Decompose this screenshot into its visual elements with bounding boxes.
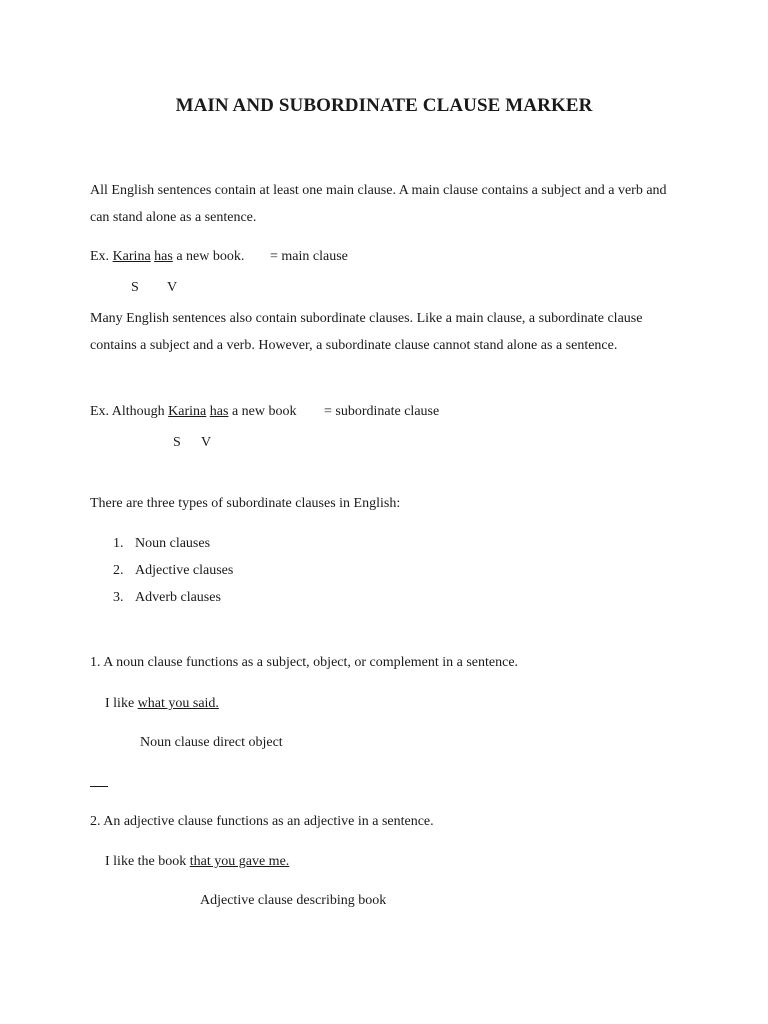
adjective-clause-definition: 2. An adjective clause functions as an adjective in a sentence. (90, 814, 434, 829)
list-number: 2. (113, 563, 124, 578)
example-main-label: = main clause (270, 249, 348, 264)
example-prefix: Ex. Although (90, 404, 165, 419)
example-subordinate-clause (90, 405, 296, 419)
adjective-clause-note: Adjective clause describing book (200, 893, 387, 908)
intro-paragraph: All English sentences contain at least one main clause. A main clause contains a subject and a verb and can stand alone as a sentence. (90, 183, 667, 225)
list-label: Noun clauses (135, 536, 211, 551)
types-intro: There are three types of subordinate clauses in English: (90, 496, 401, 511)
example-rest: a new book. (176, 249, 245, 264)
divider (90, 786, 108, 787)
example-subject: Karina (112, 249, 151, 264)
example-start: I like the book (105, 854, 187, 869)
noun-clause-note: Noun clause direct object (140, 735, 283, 750)
list-item (113, 591, 221, 605)
example-clause: that you gave me. (189, 854, 290, 869)
list-number: 3. (113, 590, 124, 605)
example-main-clause (90, 250, 244, 264)
example-subordinate-label: = subordinate clause (324, 404, 440, 419)
example-subject: Karina (168, 404, 207, 419)
example-start: I like (105, 696, 135, 711)
subject-marker: S (173, 435, 181, 450)
noun-clause-definition: 1. A noun clause functions as a subject, object, or complement in a sentence. (90, 655, 519, 670)
adjective-clause-example (105, 855, 289, 869)
subject-marker: S (131, 280, 139, 295)
page-title: MAIN AND SUBORDINATE CLAUSE MARKER (175, 95, 593, 116)
example-rest: a new book (231, 404, 297, 419)
example-prefix: Ex. (90, 249, 110, 264)
verb-marker: V (201, 435, 212, 450)
list-item (113, 537, 210, 551)
example-verb: has (209, 404, 229, 419)
noun-clause-example (105, 697, 219, 711)
subordinate-intro-paragraph: Many English sentences also contain subordinate clauses. Like a main clause, a subordinate clause contains a subject and a verb. However, a subordinate clause cannot stand alone as a sentence. (90, 311, 643, 353)
example-verb: has (154, 249, 173, 264)
list-number: 1. (113, 536, 124, 551)
list-item (113, 564, 233, 578)
verb-marker: V (167, 280, 178, 295)
list-label: Adjective clauses (135, 563, 234, 578)
list-label: Adverb clauses (135, 590, 221, 605)
example-clause: what you said. (137, 696, 219, 711)
